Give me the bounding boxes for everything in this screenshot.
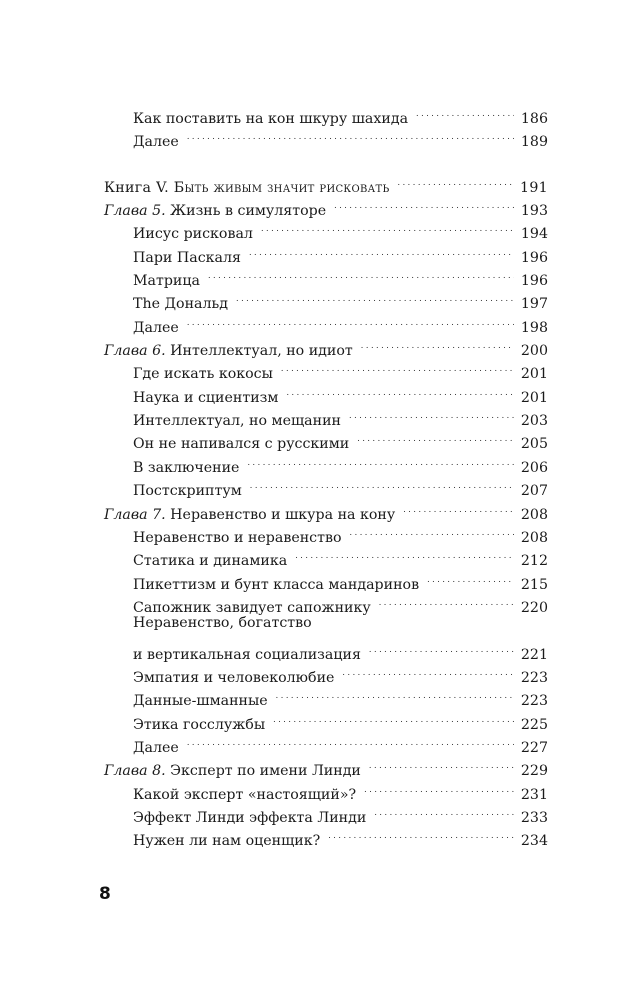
dot-leader (295, 542, 514, 565)
dot-leader (261, 215, 514, 238)
dot-leader (236, 285, 514, 308)
toc-entry-page: 205 (520, 436, 548, 453)
chapter-title: Интеллектуал, но идиот (170, 343, 353, 360)
chapter-page: 200 (520, 343, 548, 360)
toc-entry-title: Какой эксперт «настоящий»? (133, 786, 357, 803)
dot-leader (369, 752, 514, 775)
toc-entry-page: 189 (520, 134, 548, 151)
dot-leader (281, 355, 514, 378)
dot-leader (247, 449, 513, 472)
toc-entry-page: 221 (520, 646, 548, 663)
chapter-page: 208 (520, 506, 548, 523)
toc-entry-title: Иисус рисковал (133, 226, 253, 243)
toc-entry-page: 212 (520, 553, 548, 570)
dot-leader (427, 566, 514, 589)
dot-leader (349, 402, 514, 425)
toc-entry-page: 207 (520, 483, 548, 500)
toc-entry-title: Как поставить на кон шкуру шахида (133, 111, 409, 127)
dot-leader (364, 776, 514, 799)
toc-entry-title: Наука и сциентизм (133, 389, 279, 406)
dot-leader (403, 496, 514, 519)
dot-leader (286, 379, 513, 402)
chapter-label: Глава 6. (104, 343, 166, 360)
dot-leader (369, 636, 514, 659)
toc-entry-title: The Дональд (133, 296, 228, 313)
toc-entry-page: 198 (520, 319, 548, 336)
toc-entry-continuation (104, 636, 548, 663)
toc-entry-page: 215 (520, 576, 548, 593)
dot-leader (276, 682, 514, 705)
toc-entry-page: 206 (520, 459, 548, 476)
chapter-page: 193 (520, 203, 548, 220)
chapter-page: 229 (520, 763, 548, 780)
chapter-title: Жизнь в симуляторе (170, 203, 327, 220)
toc-entry-page: 233 (520, 809, 548, 826)
dot-leader (379, 589, 514, 612)
dot-leader (416, 100, 514, 123)
toc-entry-title: Он не напивался с русскими (133, 436, 350, 453)
toc-entry-page: 231 (520, 786, 548, 803)
dot-leader (187, 729, 514, 752)
toc-entry-page: 196 (520, 249, 548, 266)
toc-entry-page: 225 (520, 716, 548, 733)
toc-entry-title: Статика и динамика (133, 553, 288, 570)
dot-leader (250, 472, 514, 495)
dot-leader (342, 659, 513, 682)
dot-leader (187, 309, 514, 332)
toc-entry-title: Далее (133, 739, 179, 756)
dot-leader (249, 239, 514, 262)
chapter-label: Глава 8. (104, 763, 166, 780)
toc-entry-page: 201 (520, 366, 548, 383)
toc-entry-title: Постскриптум (133, 483, 242, 500)
page-number: 8 (99, 884, 111, 904)
toc-entry-title: Неравенство, богатство (133, 615, 312, 632)
chapter-title: Неравенство и шкура на кону (170, 506, 396, 523)
toc-entry-title: Пикеттизм и бунт класса мандаринов (133, 576, 420, 593)
book-heading (104, 169, 548, 196)
dot-leader (374, 799, 514, 822)
toc-entry-title: Неравенство и неравенство (133, 529, 342, 546)
chapter-label: Глава 7. (104, 506, 166, 523)
toc-entry-title: В заключение (133, 459, 240, 476)
toc-entry-title: Сапожник завидует сапожнику (133, 599, 371, 616)
dot-leader (328, 822, 514, 845)
book-page: 191 (520, 179, 548, 196)
toc-entry-title: Далее (133, 134, 179, 151)
toc-entry (104, 100, 548, 127)
toc-entry-page: 208 (520, 529, 548, 546)
dot-leader (187, 123, 514, 146)
toc-entry-title: Эффект Линди эффекта Линди (133, 809, 367, 826)
toc-entry-title-cont: и вертикальная социализация (133, 646, 361, 663)
toc-entry-title: Эмпатия и человеколюбие (133, 669, 335, 686)
toc-entry-page: 234 (520, 833, 548, 850)
book-prefix: Книга V. (104, 179, 169, 196)
chapter-label: Глава 5. (104, 203, 166, 220)
dot-leader (334, 192, 514, 215)
toc-entry-page: 186 (520, 111, 548, 127)
dot-leader (357, 425, 514, 448)
toc-entry-page: 197 (520, 296, 548, 313)
dot-leader (350, 519, 514, 542)
toc-entry-title: Данные-шманные (133, 693, 268, 710)
table-of-contents (104, 100, 548, 850)
dot-leader (397, 169, 513, 192)
dot-leader (273, 706, 514, 729)
toc-entry-page: 223 (520, 693, 548, 710)
toc-entry-title: Матрица (133, 273, 200, 290)
toc-entry-title: Где искать кокосы (133, 366, 273, 383)
book-title: Быть живым значит рисковать (173, 179, 390, 196)
toc-entry-title: Интеллектуал, но мещанин (133, 413, 342, 430)
dot-leader (361, 332, 514, 355)
toc-entry-page: 203 (520, 413, 548, 430)
toc-entry-title: Этика госслужбы (133, 716, 266, 733)
toc-entry-page: 194 (520, 226, 548, 243)
toc-entry-title: Нужен ли нам оценщик? (133, 833, 321, 850)
toc-entry-title: Пари Паскаля (133, 249, 241, 266)
chapter-title: Эксперт по имени Линди (170, 763, 361, 780)
toc-entry-page: 220 (520, 599, 548, 616)
toc-entry-title: Далее (133, 319, 179, 336)
toc-entry-page: 223 (520, 669, 548, 686)
toc-entry-page: 201 (520, 389, 548, 406)
dot-leader (208, 262, 514, 285)
toc-entry-page: 227 (520, 739, 548, 756)
toc-entry-page: 196 (520, 273, 548, 290)
